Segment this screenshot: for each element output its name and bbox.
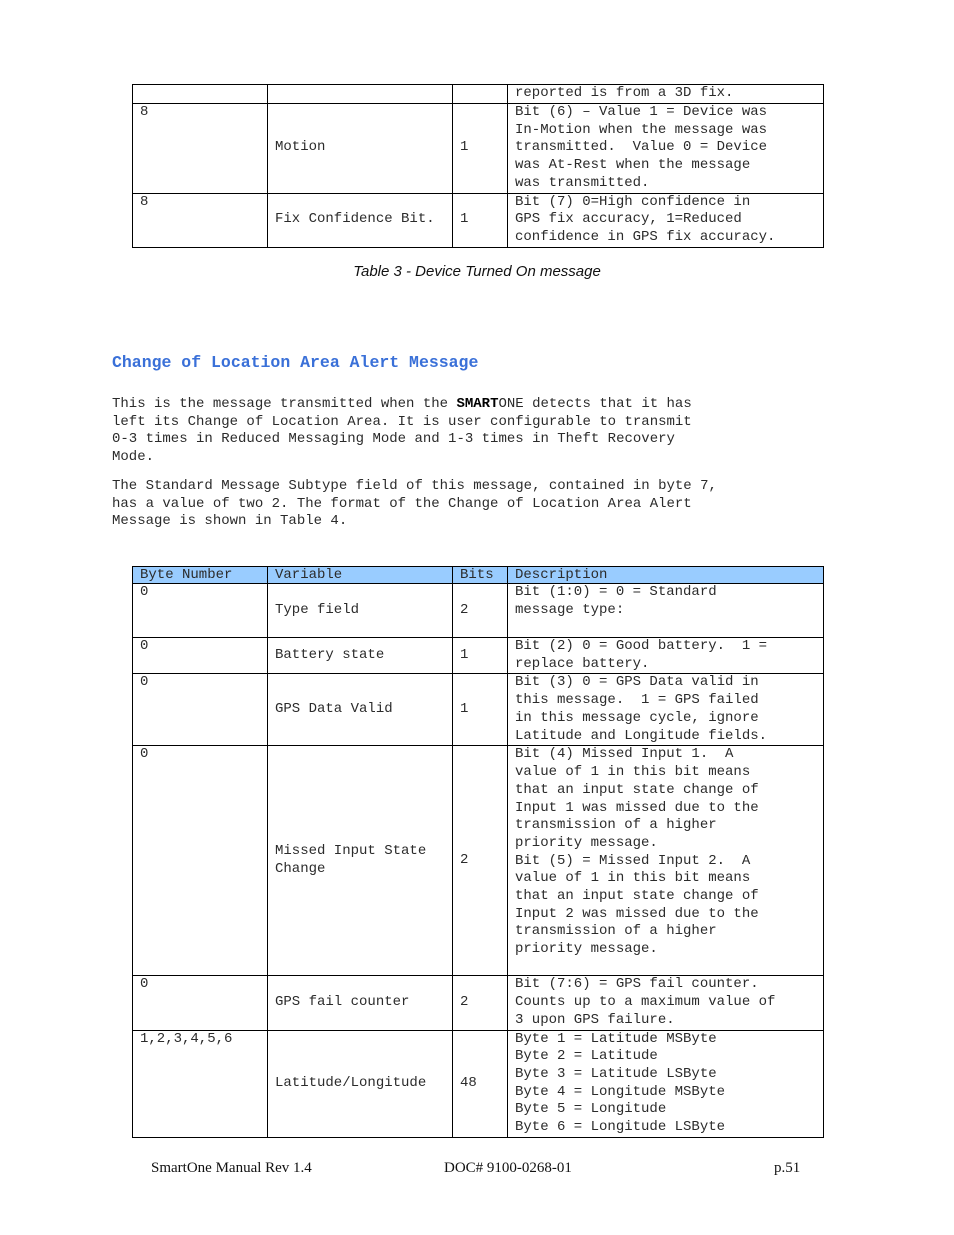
cell-variable: Battery state <box>268 638 453 674</box>
description-line: was transmitted. <box>515 174 650 191</box>
cell-bits <box>453 85 508 104</box>
cell-byte-number: 1,2,3,4,5,6 <box>133 1030 268 1137</box>
paragraph-1-line: 0-3 times in Reduced Messaging Mode and 1-3 times in Theft Recovery <box>112 431 675 448</box>
description-line: that an input state change of <box>515 781 759 798</box>
description-line: value of 1 in this bit means <box>515 870 751 887</box>
cell-byte-number: 0 <box>133 746 268 976</box>
paragraph-1-line-1 <box>112 396 812 414</box>
cell-variable: Type field <box>268 584 453 638</box>
table4 <box>132 566 824 1138</box>
description-line: Bit (6) – Value 1 = Device was <box>515 104 768 120</box>
description-line: Bit (5) = Missed Input 2. A <box>515 852 751 869</box>
paragraph-2-line: has a value of two 2. The format of the Change of Location Area Alert <box>112 495 692 512</box>
cell-variable: GPS fail counter <box>268 976 453 1030</box>
footer-center: DOC# 9100-0268-01 <box>444 1160 572 1176</box>
description-line: confidence in GPS fix accuracy. <box>515 228 776 245</box>
description-line: replace battery. <box>515 655 650 672</box>
cell-bits: 2 <box>453 746 508 976</box>
cell-variable: Latitude/Longitude <box>268 1030 453 1137</box>
para1-text-pre: This is the message transmitted when the <box>112 396 457 412</box>
description-line: Counts up to a maximum value of <box>515 994 776 1011</box>
description-line: that an input state change of <box>515 888 759 905</box>
table3-body <box>133 85 824 248</box>
cell-variable: GPS Data Valid <box>268 674 453 746</box>
description-line: 3 upon GPS failure. <box>515 1011 675 1028</box>
brand-name-rest: ONE <box>498 396 524 412</box>
cell-bits: 2 <box>453 584 508 638</box>
table-row <box>133 976 824 1030</box>
table-row <box>133 638 824 674</box>
description-line: transmitted. Value 0 = Device <box>515 139 768 156</box>
para1-text-post: detects that it has <box>523 396 692 412</box>
description-line: Bit (4) Missed Input 1. A <box>515 746 734 763</box>
footer-page-number: p.51 <box>774 1160 801 1176</box>
table4-body <box>133 584 824 1138</box>
table-row <box>133 104 824 194</box>
table-row <box>133 85 824 104</box>
cell-byte-number: 0 <box>133 674 268 746</box>
header-description: Description <box>508 567 824 584</box>
description-line: Bit (1:0) = 0 = Standard <box>515 584 717 600</box>
cell-bits: 2 <box>453 976 508 1030</box>
description-line: Bit (7) 0=High confidence in <box>515 193 751 210</box>
description-line: Bit (7:6) = GPS fail counter. <box>515 976 759 993</box>
description-line: Byte 1 = Latitude MSByte <box>515 1030 717 1047</box>
header-byte-number: Byte Number <box>133 567 268 584</box>
description-line: Latitude and Longitude fields. <box>515 727 768 744</box>
cell-description <box>508 638 824 674</box>
footer-left: SmartOne Manual Rev 1.4 <box>151 1160 312 1176</box>
section-paragraph-1 <box>112 396 812 466</box>
table-row <box>133 674 824 746</box>
section-heading: Change of Location Area Alert Message <box>112 353 479 372</box>
description-line: message type: <box>515 601 625 618</box>
cell-variable <box>268 85 453 104</box>
cell-description <box>508 584 824 638</box>
cell-description <box>508 104 824 194</box>
cell-variable: Missed Input State Change <box>268 746 453 976</box>
description-line: priority message. <box>515 941 658 958</box>
description-line: Bit (3) 0 = GPS Data valid in <box>515 674 759 691</box>
table3-caption: Table 3 - Device Turned On message <box>353 263 601 280</box>
cell-bits: 1 <box>453 104 508 194</box>
cell-description <box>508 85 824 104</box>
description-line: In-Motion when the message was <box>515 121 768 138</box>
table-row <box>133 1030 824 1137</box>
section-paragraph-2 <box>112 478 812 531</box>
cell-description <box>508 193 824 247</box>
cell-variable: Fix Confidence Bit. <box>268 193 453 247</box>
cell-bits: 1 <box>453 674 508 746</box>
description-line: transmission of a higher <box>515 817 717 834</box>
table-row <box>133 584 824 638</box>
description-line: reported is from a 3D fix. <box>515 85 734 101</box>
table3-tail <box>132 84 824 248</box>
table-row <box>133 193 824 247</box>
cell-byte-number: 8 <box>133 193 268 247</box>
description-line: priority message. <box>515 834 658 851</box>
cell-byte-number: 0 <box>133 976 268 1030</box>
description-line: Bit (2) 0 = Good battery. 1 = <box>515 638 768 654</box>
description-line: Byte 3 = Latitude LSByte <box>515 1065 717 1082</box>
table4-header-row <box>133 567 824 584</box>
description-line: Byte 6 = Longitude LSByte <box>515 1119 726 1136</box>
description-line: Byte 4 = Longitude MSByte <box>515 1083 726 1100</box>
cell-variable: Motion <box>268 104 453 194</box>
cell-byte-number: 8 <box>133 104 268 194</box>
description-line: in this message cycle, ignore <box>515 709 759 726</box>
description-line: Byte 5 = Longitude <box>515 1101 667 1118</box>
cell-description <box>508 674 824 746</box>
paragraph-2-line: The Standard Message Subtype field of this message, contained in byte 7, <box>112 478 717 494</box>
cell-description <box>508 976 824 1030</box>
cell-bits: 1 <box>453 638 508 674</box>
description-line: Input 1 was missed due to the <box>515 799 759 816</box>
cell-description <box>508 1030 824 1137</box>
description-line: Byte 2 = Latitude <box>515 1048 658 1065</box>
brand-name-bold: SMART <box>456 396 499 412</box>
description-line: value of 1 in this bit means <box>515 764 751 781</box>
cell-byte-number: 0 <box>133 584 268 638</box>
description-line: this message. 1 = GPS failed <box>515 692 759 709</box>
description-line: Input 2 was missed due to the <box>515 905 759 922</box>
cell-byte-number: 0 <box>133 638 268 674</box>
description-line: transmission of a higher <box>515 923 717 940</box>
table-row <box>133 746 824 976</box>
paragraph-2-line: Message is shown in Table 4. <box>112 513 348 530</box>
cell-bits: 48 <box>453 1030 508 1137</box>
cell-byte-number <box>133 85 268 104</box>
description-line: GPS fix accuracy, 1=Reduced <box>515 211 742 228</box>
cell-bits: 1 <box>453 193 508 247</box>
header-bits: Bits <box>453 567 508 584</box>
paragraph-1-line: left its Change of Location Area. It is user configurable to transmit <box>112 413 692 430</box>
header-variable: Variable <box>268 567 453 584</box>
description-line: was At-Rest when the message <box>515 157 751 174</box>
cell-description <box>508 746 824 976</box>
paragraph-1-line: Mode. <box>112 448 155 465</box>
